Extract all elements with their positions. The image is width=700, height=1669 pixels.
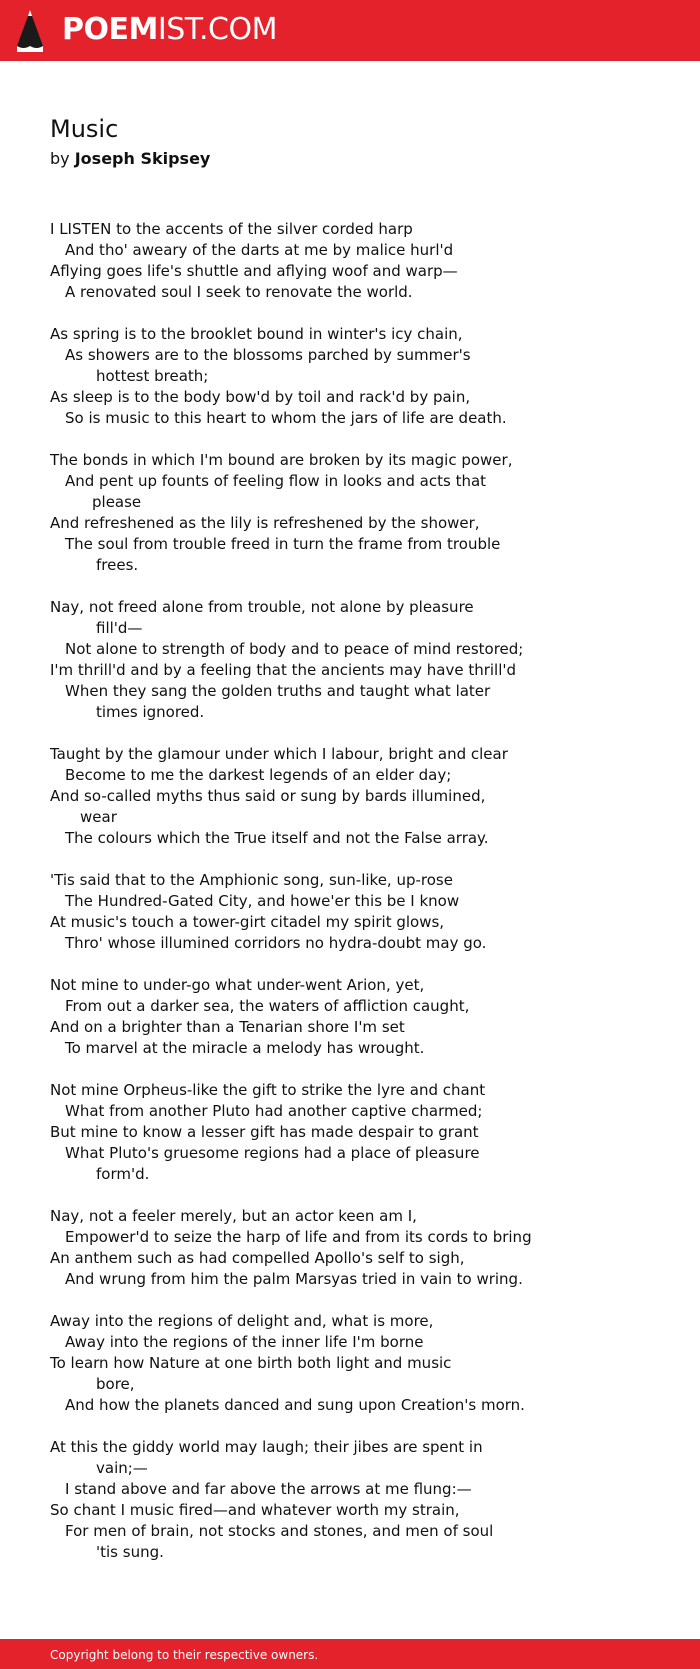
stanza <box>50 1080 650 1185</box>
poem-line: Away into the regions of delight and, what is more, <box>50 1312 434 1330</box>
poem-title: Music <box>50 115 119 143</box>
stanza <box>50 324 650 429</box>
poem-line: The Hundred-Gated City, and howe'er this be I know <box>65 892 460 910</box>
poem-line: Become to me the darkest legends of an elder day; <box>65 766 452 784</box>
logo-bold-text: POEM <box>62 12 158 47</box>
poem-line: Not mine to under-go what under-went Arion, yet, <box>50 976 425 994</box>
poem-line: Nay, not freed alone from trouble, not alone by pleasure <box>50 598 474 616</box>
poem-body <box>50 219 650 1584</box>
stanza <box>50 975 650 1059</box>
poem-line: The bonds in which I'm bound are broken by its magic power, <box>50 451 513 469</box>
poem-line: A renovated soul I seek to renovate the world. <box>65 283 413 301</box>
poem-line: And so-called myths thus said or sung by bards illumined, <box>50 787 486 805</box>
poem-line: At this the giddy world may laugh; their jibes are spent in <box>50 1438 483 1456</box>
pencil-icon[interactable] <box>17 10 43 52</box>
poem-line: please <box>92 493 142 511</box>
poem-line: And wrung from him the palm Marsyas tried in vain to wring. <box>65 1270 523 1288</box>
poem-line: I LISTEN to the accents of the silver corded harp <box>50 220 413 238</box>
poem-line: Not mine Orpheus-like the gift to strike the lyre and chant <box>50 1081 486 1099</box>
stanza <box>50 1437 650 1563</box>
poem-line: The colours which the True itself and not the False array. <box>65 829 489 847</box>
stanza <box>50 450 650 576</box>
poem-line: An anthem such as had compelled Apollo's self to sigh, <box>50 1249 465 1267</box>
poem-line: Thro' whose illumined corridors no hydra-doubt may go. <box>65 934 487 952</box>
poem-line: But mine to know a lesser gift has made despair to grant <box>50 1123 479 1141</box>
poem-line: And pent up founts of feeling flow in looks and acts that <box>65 472 487 490</box>
poem-line: Away into the regions of the inner life I'm borne <box>65 1333 424 1351</box>
poem-line: What Pluto's gruesome regions had a place of pleasure <box>65 1144 480 1162</box>
poem-line: As showers are to the blossoms parched by summer's <box>65 346 471 364</box>
stanza <box>50 744 650 849</box>
stanza <box>50 219 650 303</box>
poem-line: At music's touch a tower-girt citadel my spirit glows, <box>50 913 445 931</box>
poem-line: I stand above and far above the arrows at me flung:— <box>65 1480 472 1498</box>
poem-line: And how the planets danced and sung upon Creation's morn. <box>65 1396 525 1414</box>
stanza <box>50 1206 650 1290</box>
poem-line: Not alone to strength of body and to peace of mind restored; <box>65 640 524 658</box>
logo-light-text: IST.COM <box>157 12 277 47</box>
site-logo[interactable] <box>62 12 277 48</box>
byline-prefix: by <box>50 149 70 168</box>
poem-line: So chant I music fired—and whatever worth my strain, <box>50 1501 460 1519</box>
poem-line: times ignored. <box>96 703 205 721</box>
site-header <box>0 0 700 61</box>
site-footer <box>0 1639 700 1669</box>
poem-line: When they sang the golden truths and taught what later <box>65 682 491 700</box>
poem-line: Nay, not a feeler merely, but an actor keen am I, <box>50 1207 417 1225</box>
poem-line: 'Tis said that to the Amphionic song, sun-like, up-rose <box>50 871 453 889</box>
poem-line: To marvel at the miracle a melody has wrought. <box>65 1039 425 1057</box>
poem-line: What from another Pluto had another captive charmed; <box>65 1102 483 1120</box>
poem-line: As spring is to the brooklet bound in winter's icy chain, <box>50 325 463 343</box>
poem-line: form'd. <box>96 1165 150 1183</box>
poem-line: I'm thrill'd and by a feeling that the ancients may have thrill'd <box>50 661 517 679</box>
poem-line: 'tis sung. <box>96 1543 164 1561</box>
poem-line: Aflying goes life's shuttle and aflying woof and warp— <box>50 262 458 280</box>
poem-line: bore, <box>96 1375 135 1393</box>
poem-line: To learn how Nature at one birth both light and music <box>50 1354 452 1372</box>
copyright-text: Copyright belong to their respective owners. <box>50 1648 319 1662</box>
poem-line: From out a darker sea, the waters of affliction caught, <box>65 997 470 1015</box>
poem-line: frees. <box>96 556 139 574</box>
poem-line: For men of brain, not stocks and stones, and men of soul <box>65 1522 494 1540</box>
byline <box>50 148 210 170</box>
poem-line: The soul from trouble freed in turn the frame from trouble <box>65 535 501 553</box>
stanza <box>50 597 650 723</box>
poem-line: hottest breath; <box>96 367 209 385</box>
stanza <box>50 870 650 954</box>
poem-line: fill'd— <box>96 619 143 637</box>
author-name: Joseph Skipsey <box>74 149 211 168</box>
poem-line: So is music to this heart to whom the jars of life are death. <box>65 409 507 427</box>
stanza <box>50 1311 650 1416</box>
poem-line: wear <box>80 808 117 826</box>
poem-line: Taught by the glamour under which I labour, bright and clear <box>50 745 508 763</box>
poem-line: As sleep is to the body bow'd by toil and rack'd by pain, <box>50 388 471 406</box>
poem-line: Empower'd to seize the harp of life and from its cords to bring <box>65 1228 532 1246</box>
poem-line: And tho' aweary of the darts at me by malice hurl'd <box>65 241 454 259</box>
poem-line: And on a brighter than a Tenarian shore I'm set <box>50 1018 405 1036</box>
poem-line: And refreshened as the lily is refreshened by the shower, <box>50 514 480 532</box>
poem-line: vain;— <box>96 1459 148 1477</box>
